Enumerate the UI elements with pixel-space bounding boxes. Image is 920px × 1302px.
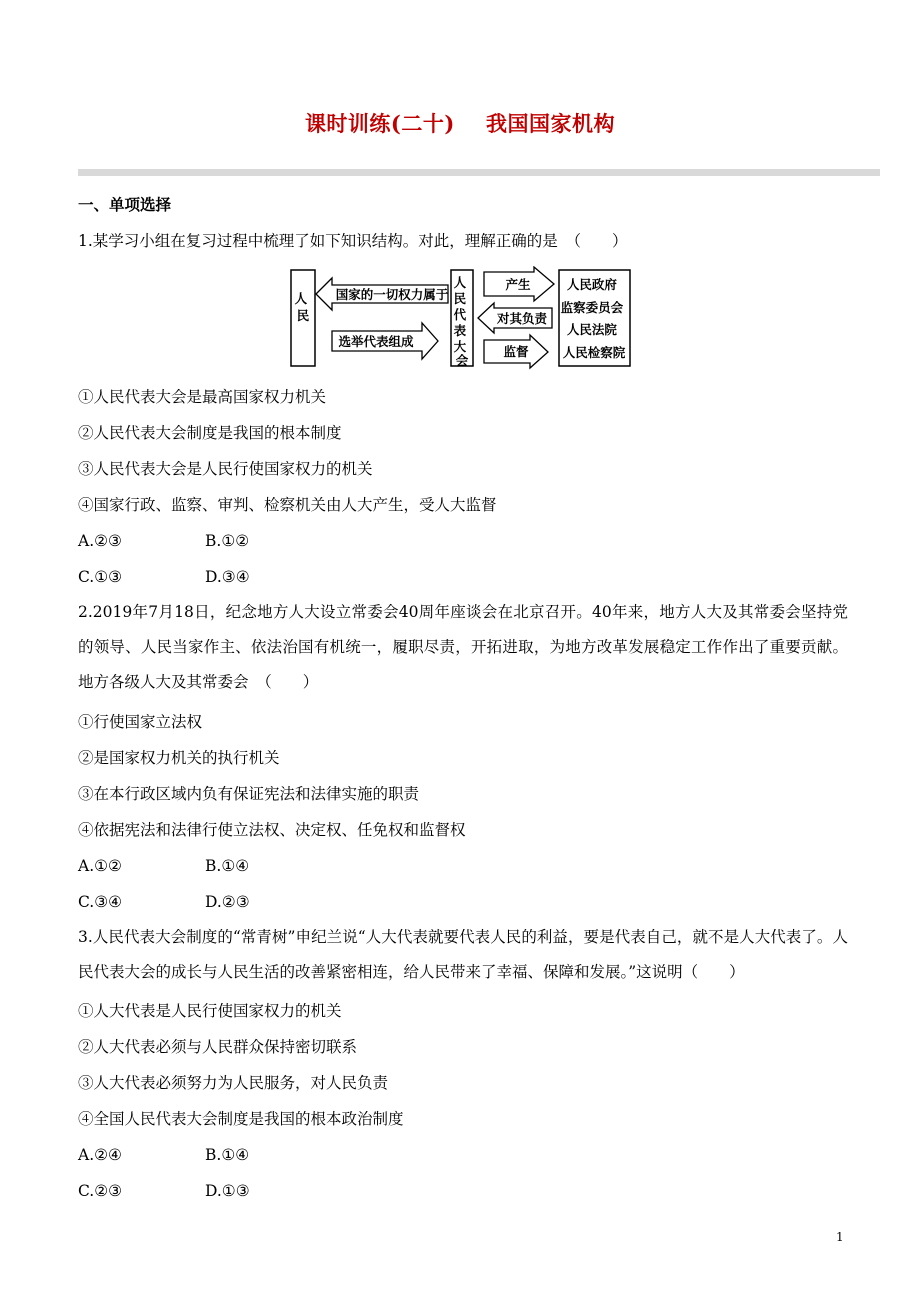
q1-item-2: ②人民代表大会制度是我国的根本制度 [78, 424, 342, 442]
q3-option-b: B.①④ [205, 1146, 250, 1164]
q3-stem: 3.人民代表大会制度的“常青树”申纪兰说“人大代表就要代表人民的利益，要是代表自己，就不是人大代表了。人民代表大会的成长与人民生活的改善紧密相连，给人民带来了幸福、保障和发展。”这说明（ ） [78, 928, 848, 981]
q3-item-4: ④全国人民代表大会制度是我国的根本政治制度 [78, 1110, 404, 1128]
npc-label [454, 275, 471, 368]
q2-option-d: D.②③ [205, 893, 250, 911]
npc-char-3: 代 [453, 307, 467, 322]
npc-char-4: 表 [453, 323, 467, 338]
q3-option-a: A.②④ [78, 1146, 122, 1164]
q1-item-1: ①人民代表大会是最高国家权力机关 [78, 388, 327, 406]
arrow-supervise-label: 监督 [503, 344, 529, 359]
q1-option-d: D.③④ [205, 568, 250, 586]
people-char-2: 民 [296, 308, 310, 323]
organ-2: 监察委员会 [560, 300, 624, 315]
q3-item-3: ③人大代表必须努力为人民服务，对人民负责 [78, 1074, 389, 1092]
npc-char-5: 大 [453, 339, 467, 354]
arrow-elect-label: 选举代表组成 [338, 334, 414, 349]
knowledge-structure-diagram [288, 266, 634, 372]
q2-item-2: ②是国家权力机关的执行机关 [78, 749, 280, 767]
section-heading: 一、单项选择 [78, 195, 172, 214]
q1-stem: 1.某学习小组在复习过程中梳理了如下知识结构。对此，理解正确的是 （ ） [78, 232, 628, 250]
q3-item-2: ②人大代表必须与人民群众保持密切联系 [78, 1038, 358, 1056]
arrow-power-label: 国家的一切权力属于 [335, 287, 449, 302]
q1-item-4: ④国家行政、监察、审判、检察机关由人大产生，受人大监督 [78, 496, 497, 514]
q3-option-d: D.①③ [205, 1182, 250, 1200]
q1-option-a: A.②③ [78, 532, 122, 550]
page-number: 1 [836, 1230, 844, 1244]
people-char-1: 人 [294, 291, 308, 306]
q3-option-c: C.②③ [78, 1182, 123, 1200]
arrow-responsible-label: 对其负责 [496, 311, 548, 326]
organ-4: 人民检察院 [562, 345, 626, 360]
q2-item-1: ①行使国家立法权 [78, 713, 203, 731]
organ-1: 人民政府 [566, 277, 617, 292]
q2-option-a: A.①② [78, 857, 122, 875]
q3-item-1: ①人大代表是人民行使国家权力的机关 [78, 1002, 342, 1020]
npc-char-1: 人 [453, 275, 467, 290]
npc-char-6: 会 [455, 353, 469, 368]
q1-item-3: ③人民代表大会是人民行使国家权力的机关 [78, 460, 373, 478]
q2-item-4: ④依据宪法和法律行使立法权、决定权、任免权和监督权 [78, 821, 466, 839]
page-title: 课时训练(二十) 我国国家机构 [304, 111, 616, 136]
q1-option-c: C.①③ [78, 568, 123, 586]
q2-option-b: B.①④ [205, 857, 250, 875]
organ-3: 人民法院 [566, 322, 617, 337]
npc-char-2: 民 [453, 291, 467, 306]
q2-stem: 2.2019年7月18日，纪念地方人大设立常委会40周年座谈会在北京召开。40年来，地方人大及其常委会坚持党的领导、人民当家作主、依法治国有机统一，履职尽责，开拓进取，为地方改革发展稳定工作作出了重要贡献。地方各级人大及其常委会 （ ） [78, 603, 848, 691]
arrow-produce-label: 产生 [505, 277, 531, 292]
q2-item-3: ③在本行政区域内负有保证宪法和法律实施的职责 [78, 785, 420, 803]
title-divider [78, 169, 880, 176]
q1-option-b: B.①② [205, 532, 250, 550]
q2-option-c: C.③④ [78, 893, 123, 911]
